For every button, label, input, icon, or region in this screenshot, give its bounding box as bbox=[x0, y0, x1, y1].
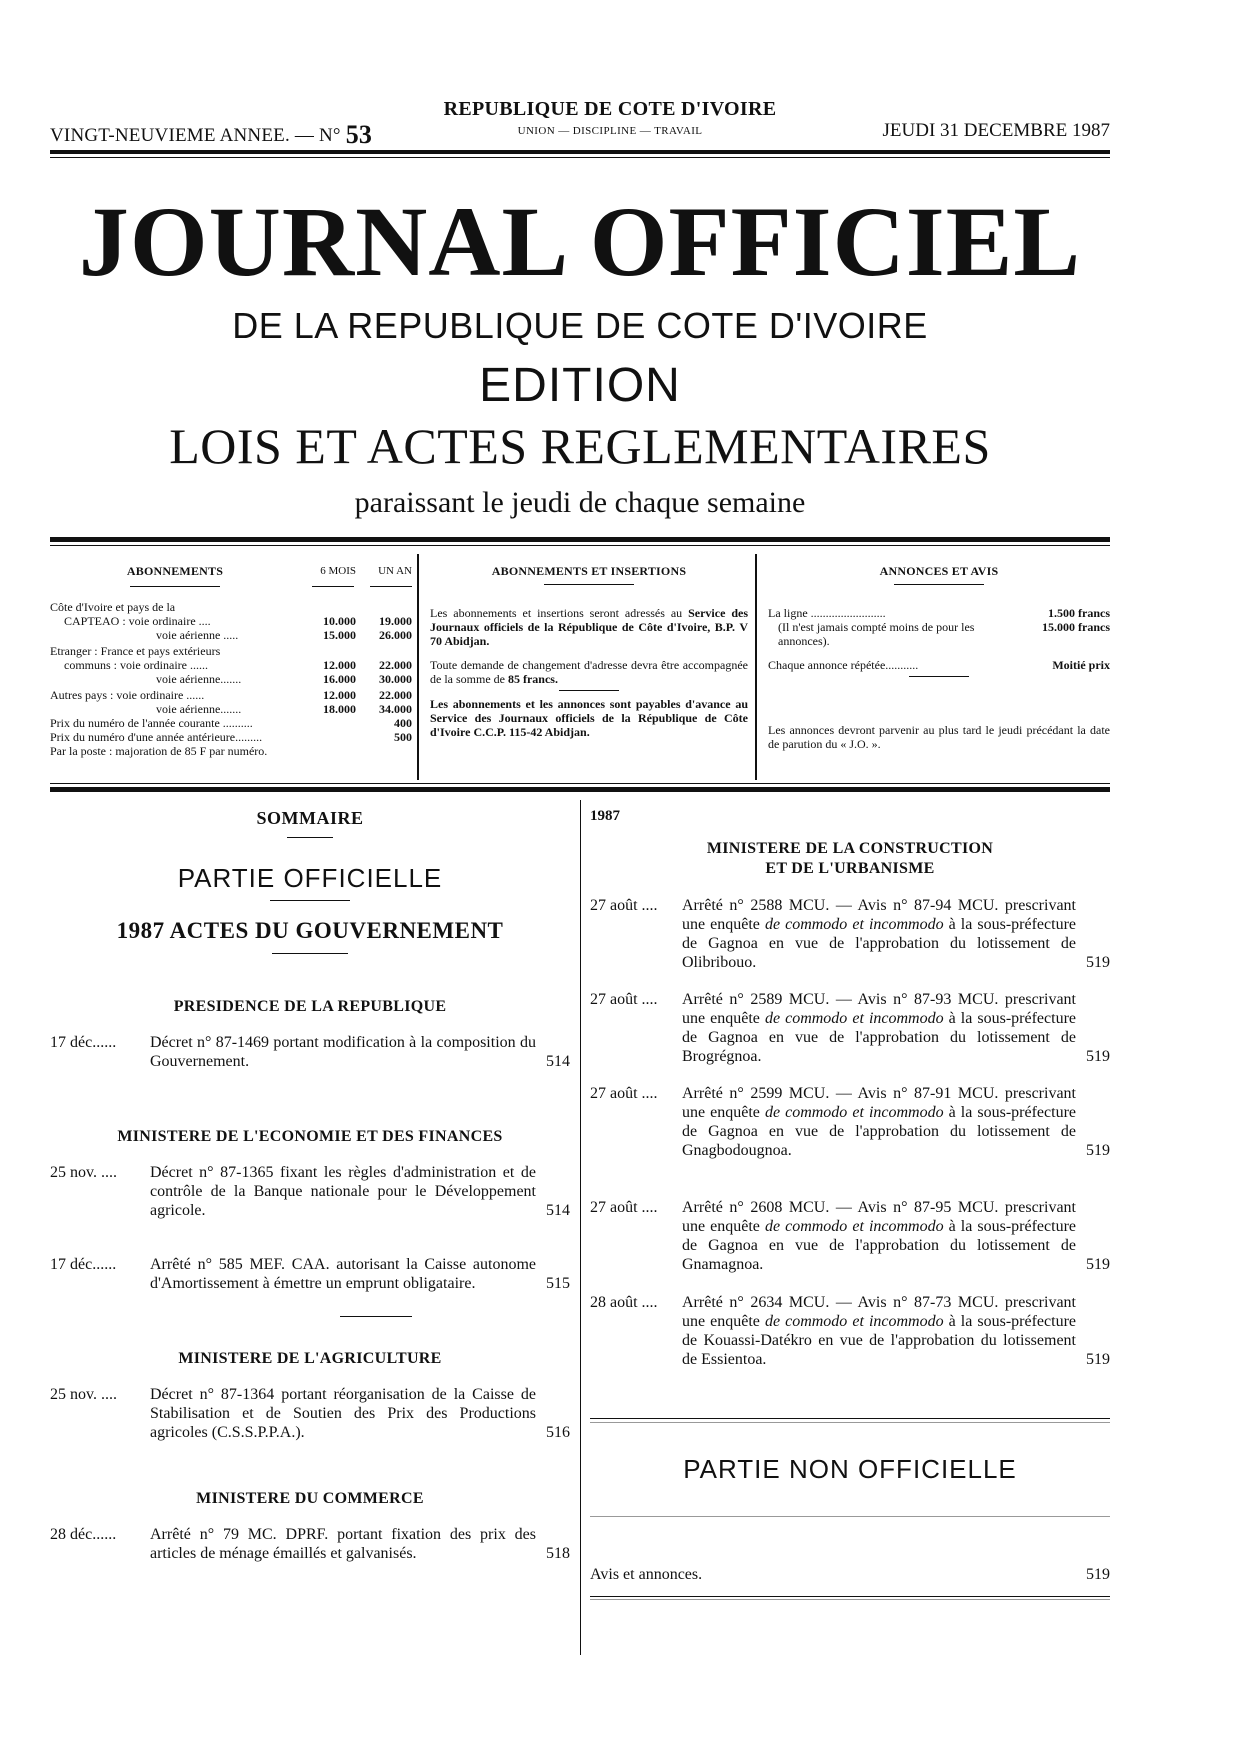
construction-entry: 28 août .... Arrêté n° 2634 MCU. — Avis n° 87-73 MCU. prescrivant une enquête de commodo et incommodo à la sous-préfecture de Kouassi-Datékro en vue de l'approbation du lotissement de Essientoa. 519 bbox=[590, 1294, 1110, 1368]
note-row: (Il n'est jamais compté moins de pour les annonces). 15.000 francs bbox=[778, 620, 1110, 648]
annonces-heading: ANNONCES ET AVIS bbox=[879, 564, 999, 578]
section-rule bbox=[590, 1418, 1110, 1419]
bottom-rule bbox=[590, 1596, 1110, 1597]
ministry-economie: MINISTERE DE L'ECONOMIE ET DES FINANCES bbox=[117, 1128, 503, 1145]
construction-entry: 27 août .... Arrêté n° 2608 MCU. — Avis n° 87-95 MCU. prescrivant une enquête de commodo et incommodo à la sous-préfecture de Gagnoa en vue de l'approbation du lotissement de Gnamagnoa. 519 bbox=[590, 1199, 1110, 1273]
annonces-deadline: Les annonces devront parvenir au plus tard le jeudi précédant la date de parution du « J.O. ». bbox=[768, 723, 1110, 751]
column-separator bbox=[580, 800, 581, 1655]
ministry-construction-l2: ET DE L'URBANISME bbox=[765, 860, 935, 877]
section-rule-thin bbox=[590, 1422, 1110, 1423]
construction-entry: 27 août .... Arrêté n° 2599 MCU. — Avis n° 87-91 MCU. prescrivant une enquête de commodo et incommodo à la sous-préfecture de Gagnoa en vue de l'approbation du lotissement de Gnagbodougnoa. 519 bbox=[590, 1085, 1110, 1159]
heading-rule bbox=[287, 837, 333, 838]
annonces-column bbox=[768, 548, 1110, 782]
republic-block bbox=[440, 98, 780, 137]
construction-entry: 27 août .... Arrêté n° 2588 MCU. — Avis n° 87-94 MCU. prescrivant une enquête de commodo et incommodo à la sous-préfecture de Gagnoa en vue de l'approbation du lotissement de Olibribouo. 519 bbox=[590, 897, 1110, 971]
insertions-text-1: Les abonnements et insertions seront adressés au Service des Journaux officiels de la République de Côte d'Ivoire, B.P. V 70 Abidjan. bbox=[430, 606, 749, 648]
text-rule bbox=[909, 676, 969, 677]
bottom-rule-thin bbox=[590, 1599, 1110, 1600]
box-bottom-rule-thin bbox=[50, 783, 1110, 784]
header-rule bbox=[50, 150, 1110, 154]
ministry-agriculture: MINISTERE DE L'AGRICULTURE bbox=[178, 1350, 442, 1367]
insertions-text-3: Les abonnements et les annonces sont payables d'avance au Service des Journaux officiels de la République de Côte d'Ivoire C.C.P. 115-42 Abidjan. bbox=[430, 697, 748, 739]
year-label: VINGT-NEUVIEME ANNEE. — N° bbox=[50, 125, 341, 146]
year-heading: 1987 bbox=[590, 808, 620, 824]
sommaire-entry: 28 déc...... Arrêté n° 79 MC. DPRF. portant fixation des prix des articles de ménage émaillés et galvanisés. 518 bbox=[50, 1526, 570, 1562]
sommaire-entry: 17 déc...... Décret n° 87-1469 portant modification à la composition du Gouvernement. 514 bbox=[50, 1034, 570, 1070]
section-rule-thin bbox=[590, 1516, 1110, 1517]
repeat-row: Chaque annonce répétée........... Moitié prix bbox=[768, 658, 1110, 672]
partie-non-officielle: PARTIE NON OFFICIELLE bbox=[683, 1454, 1017, 1484]
insertions-text-2: Toute demande de changement d'adresse devra être accompagnée de la somme de 85 francs. bbox=[430, 658, 748, 686]
issue-info bbox=[50, 120, 372, 150]
edition-name: LOIS ET ACTES REGLEMENTAIRES bbox=[169, 418, 991, 474]
heading-rule bbox=[130, 586, 220, 587]
col-6mois: 6 MOIS bbox=[320, 565, 356, 577]
journal-page bbox=[50, 0, 1110, 1754]
motto: UNION — DISCIPLINE — TRAVAIL bbox=[517, 125, 703, 137]
sommaire-entry: 25 nov. .... Décret n° 87-1365 fixant les règles d'administration et de contrôle de la Banque nationale pour le Développement agricole. 514 bbox=[50, 1164, 570, 1219]
actes-heading: 1987 ACTES DU GOUVERNEMENT bbox=[116, 918, 504, 943]
entry-rule bbox=[340, 1316, 412, 1317]
issue-date: JEUDI 31 DECEMBRE 1987 bbox=[882, 120, 1110, 141]
ministry-presidence: PRESIDENCE DE LA REPUBLIQUE bbox=[173, 998, 447, 1015]
sommaire-entry: 25 nov. .... Décret n° 87-1364 portant réorganisation de la Caisse de Stabilisation et de Soutien des Prix des Productions agricoles (C.S.S.P.P.A.). 516 bbox=[50, 1386, 570, 1441]
text-rule bbox=[559, 690, 619, 691]
heading-rule bbox=[312, 586, 354, 587]
edition-label: EDITION bbox=[479, 359, 681, 412]
box-top-rule-thin bbox=[50, 545, 1110, 546]
box-top-rule bbox=[50, 537, 1110, 542]
insertions-heading: ABONNEMENTS ET INSERTIONS bbox=[491, 564, 687, 578]
abonnements-heading: ABONNEMENTS bbox=[126, 564, 224, 578]
journal-subtitle: DE LA REPUBLIQUE DE COTE D'IVOIRE bbox=[232, 305, 928, 346]
journal-title: JOURNAL OFFICIEL bbox=[78, 186, 1082, 297]
heading-rule bbox=[270, 900, 350, 901]
sommaire-entry: 17 déc...... Arrêté n° 585 MEF. CAA. autorisant la Caisse autonome d'Amortissement à émettre un emprunt obligataire. 515 bbox=[50, 1256, 570, 1292]
subscription-box bbox=[50, 548, 1110, 782]
heading-rule bbox=[544, 584, 634, 585]
ministry-construction-l1: MINISTERE DE LA CONSTRUCTION bbox=[706, 840, 994, 857]
col-un-an: UN AN bbox=[378, 565, 412, 577]
header-rule-thin bbox=[50, 157, 1110, 158]
republic-name: REPUBLIQUE DE COTE D'IVOIRE bbox=[443, 98, 777, 120]
partie-officielle: PARTIE OFFICIELLE bbox=[177, 863, 443, 893]
sommaire-heading: SOMMAIRE bbox=[256, 808, 364, 828]
heading-rule bbox=[370, 586, 412, 587]
avis-entry: Avis et annonces. 519 bbox=[590, 1566, 1110, 1583]
abonnements-column: ABONNEMENTS 6 MOIS UN AN Côte d'Ivoire et pays de la CAPTEAO : voie ordinaire .... 10.000 19.000 voie aérienne ..... 15.000 26.000 Etranger : France et pays extérieurs communs : voie ordinaire ...... 12.000 22.000 voie aérienne....... 16.000 30.000 Autres pays : voie ordinaire ...... 12.000 22.000 voie aérienne....... 18.000 34.000 Prix du numéro de l'année courante .......... 400 Prix du numéro d'une année antérieure......... 500 Par la poste : majoration de 85 F par numéro. bbox=[50, 564, 412, 758]
box-bottom-rule bbox=[50, 787, 1110, 792]
box-divider bbox=[417, 554, 419, 780]
issue-number: 53 bbox=[345, 120, 373, 149]
ministry-commerce: MINISTERE DU COMMERCE bbox=[196, 1490, 424, 1507]
ligne-row: La ligne ......................... 1.500 francs bbox=[768, 606, 1110, 620]
insertions-column bbox=[430, 548, 748, 782]
construction-entry: 27 août .... Arrêté n° 2589 MCU. — Avis n° 87-93 MCU. prescrivant une enquête de commodo et incommodo à la sous-préfecture de Gagnoa en vue de l'approbation du lotissement de Brogrégnoa. 519 bbox=[590, 991, 1110, 1065]
top-header bbox=[50, 98, 1110, 148]
heading-rule bbox=[894, 584, 984, 585]
frequency-line: paraissant le jeudi de chaque semaine bbox=[354, 486, 806, 519]
heading-rule bbox=[272, 953, 348, 954]
box-divider bbox=[755, 554, 757, 780]
